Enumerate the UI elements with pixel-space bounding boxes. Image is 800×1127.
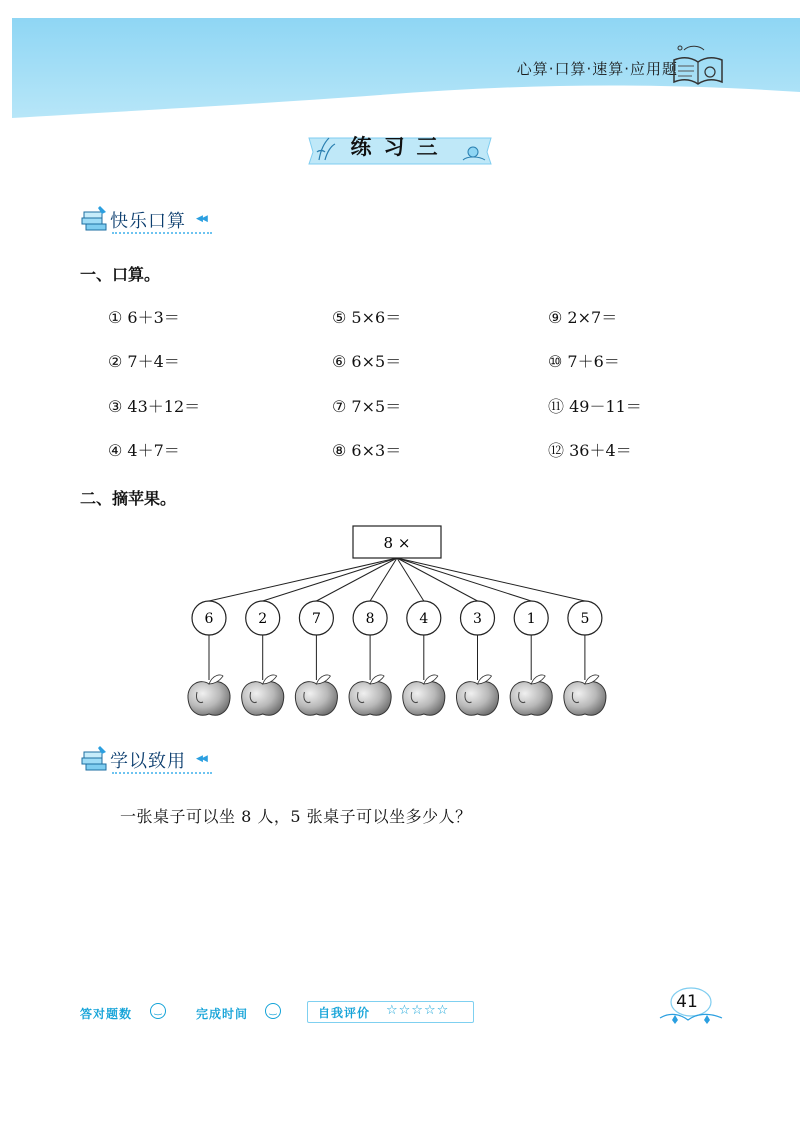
apple-tree-diagram [185, 522, 615, 722]
question-2-heading: 二、摘苹果。 [80, 489, 177, 508]
question-1-heading: 一、口算。 [80, 265, 161, 284]
oral-calc-problem: ⑥ 6×5＝ [332, 352, 402, 371]
open-book-icon [670, 40, 726, 88]
apple-icon[interactable] [242, 675, 284, 715]
header-subject: 心算·口算·速算·应用题 [516, 60, 678, 78]
oral-calc-problem: ⑦ 7×5＝ [332, 397, 402, 416]
multiplier-label: 8 × [383, 534, 411, 552]
factor-label: 2 [258, 611, 268, 627]
apple-icon[interactable] [349, 675, 391, 715]
apple-icon[interactable] [564, 675, 606, 715]
books-icon [80, 744, 112, 774]
dotted-underline [112, 772, 212, 774]
section-header-apply [80, 744, 220, 780]
apple-icon[interactable] [403, 675, 445, 715]
oral-calc-problem: ⑤ 5×6＝ [332, 308, 402, 327]
dotted-underline [112, 232, 212, 234]
oral-calc-problem: ⑨ 2×7＝ [548, 308, 618, 327]
branch-line [209, 558, 397, 601]
factor-label: 6 [204, 611, 214, 627]
factor-label: 1 [526, 611, 536, 627]
oral-calc-problem: ⑫ 36＋4＝ [548, 441, 632, 460]
smiley-icon: ‿ [265, 1003, 281, 1019]
oral-calc-problem: ⑧ 6×3＝ [332, 441, 402, 460]
apple-icon[interactable] [295, 675, 337, 715]
branch-line [397, 558, 531, 601]
oral-calc-problem: ② 7＋4＝ [108, 352, 180, 371]
oral-calc-problem: ⑪ 49－11＝ [548, 397, 642, 416]
oral-calc-problem: ① 6＋3＝ [108, 308, 180, 327]
double-arrow-icon: ◀◀ [196, 214, 206, 224]
self-eval-box [307, 1001, 474, 1023]
oral-calc-problem: ④ 4＋7＝ [108, 441, 180, 460]
apple-icon[interactable] [188, 675, 230, 715]
word-problem: 一张桌子可以坐 8 人，5 张桌子可以坐多少人？ [120, 807, 472, 826]
lesson-title: 练习三 [350, 134, 450, 159]
oral-calc-problem: ⑩ 7＋6＝ [548, 352, 620, 371]
factor-label: 5 [580, 611, 590, 627]
branch-line [370, 558, 397, 601]
section-title: 快乐口算 [110, 211, 186, 232]
double-arrow-icon: ◀◀ [196, 754, 206, 764]
section-header-oral-calc [80, 204, 220, 240]
factor-label: 4 [419, 611, 429, 627]
time-label: 完成时间 [196, 1007, 249, 1021]
factor-label: 3 [473, 611, 482, 627]
branch-line [263, 558, 397, 601]
branch-line [397, 558, 424, 601]
page-number: 41 [676, 992, 698, 1012]
apple-icon[interactable] [510, 675, 552, 715]
apple-icon[interactable] [456, 675, 498, 715]
correct-count-label: 答对题数 [80, 1007, 133, 1021]
self-eval-label: 自我评价 [318, 1006, 371, 1020]
oral-calc-problem: ③ 43＋12＝ [108, 397, 201, 416]
smiley-icon: ‿ [150, 1003, 166, 1019]
factor-label: 8 [365, 611, 375, 627]
section-title: 学以致用 [110, 751, 186, 772]
branch-line [397, 558, 585, 601]
books-icon [80, 204, 112, 234]
factor-label: 7 [311, 611, 321, 627]
rating-stars[interactable]: ☆☆☆☆☆ [386, 1003, 450, 1018]
